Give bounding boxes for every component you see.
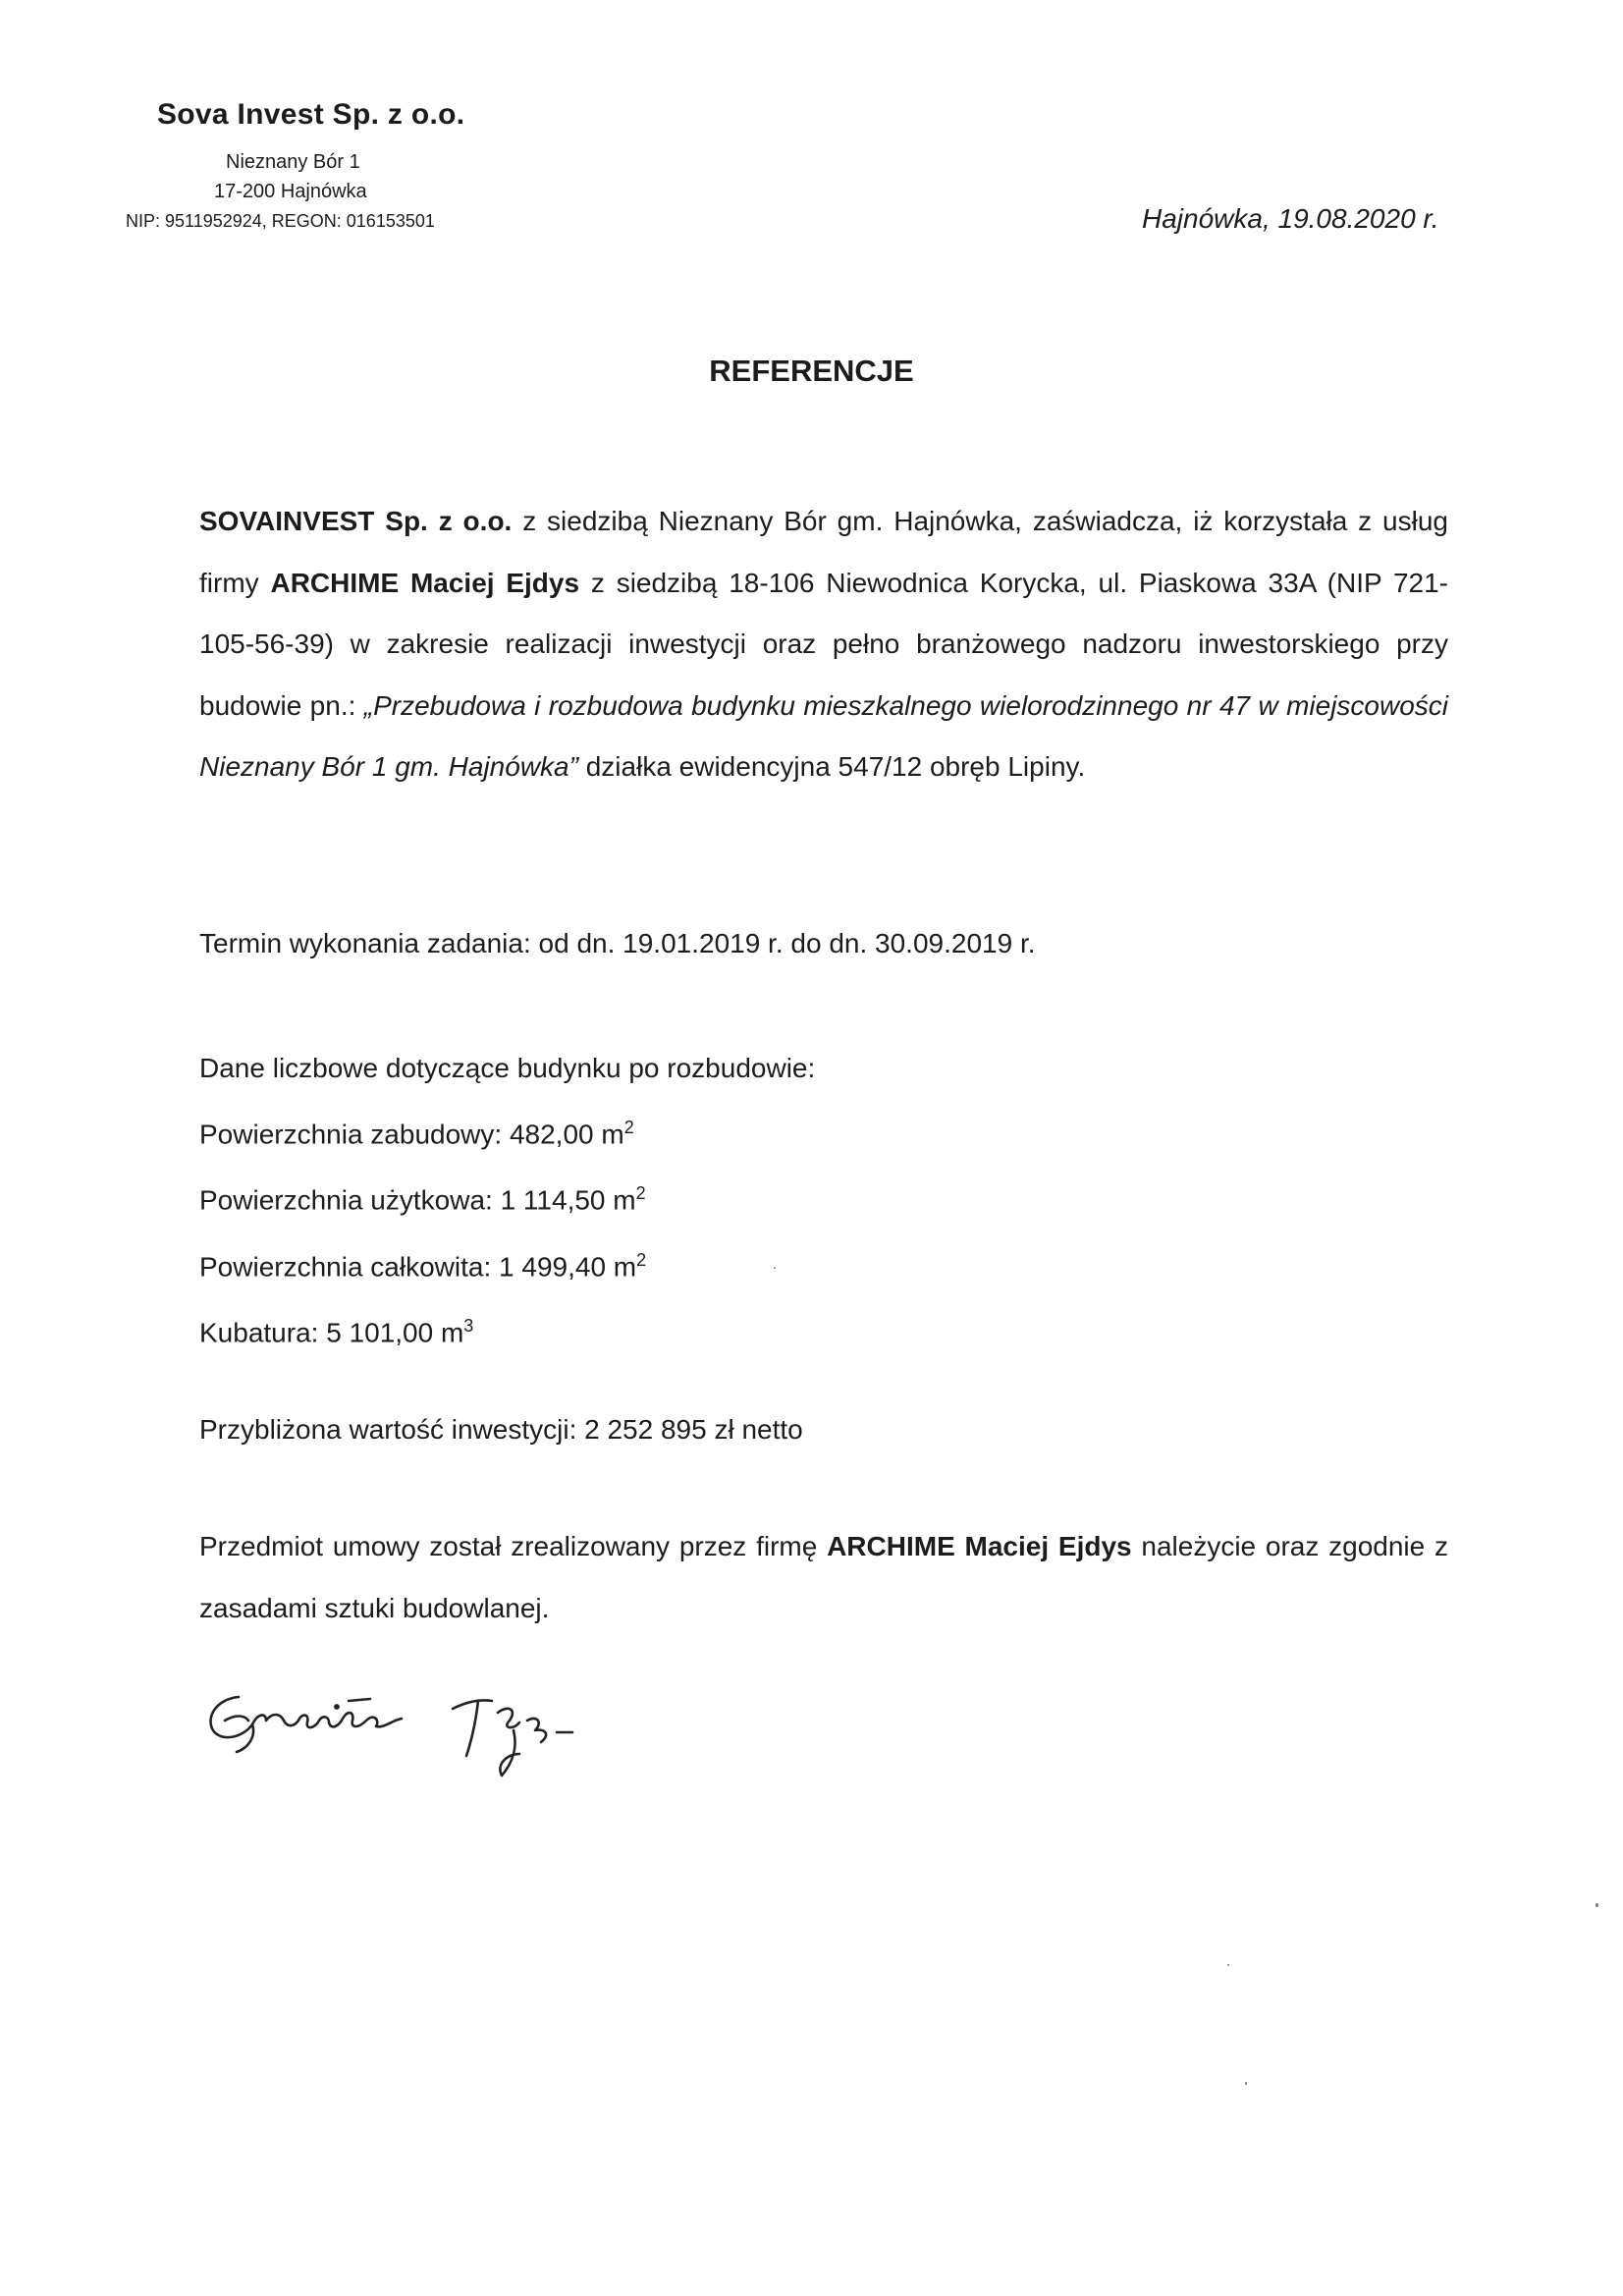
building-data-heading: Dane liczbowe dotyczące budynku po rozbudowie: (199, 1053, 816, 1083)
scan-speck (1596, 1903, 1598, 1907)
company-ids: NIP: 9511952924, REGON: 016153501 (126, 211, 435, 231)
intro-text-3: działka ewidencyjna 547/12 obręb Lipiny. (577, 751, 1086, 782)
handwritten-signature (201, 1669, 643, 1807)
building-data-item: Kubatura: 5 101,00 $m^3$ (199, 1315, 474, 1348)
closing-paragraph: Przedmiot umowy został zrealizowany przez firmę ARCHIME Maciej Ejdys należycie oraz zgodnie z zasadami sztuki budowlanej. (199, 1531, 1448, 1623)
building-data (199, 1038, 1448, 1362)
client-company: SOVAINVEST Sp. z o.o. (199, 506, 513, 536)
scan-speck (774, 1267, 776, 1269)
project-name: „Przebudowa i rozbudowa budynku mieszkalnego wielorodzinnego nr 47 w miejscowości Nieznany Bór 1 gm. Hajnówka” (199, 689, 1448, 782)
document-title: REFERENCJE (709, 354, 914, 388)
company-address-line2: 17-200 Hajnówka (214, 181, 367, 202)
intro-text-2: z siedzibą 18-106 Niewodnica Korycka, ul. Piaskowa 33A (NIP 721-105-56-39) w zakresie realizacji inwestycji oraz pełno branżowego nadzoru inwestorskiego przy budowie pn.: (199, 567, 1448, 721)
building-data-item: Powierzchnia użytkowa: 1 114,50 $m^2$ (199, 1183, 646, 1216)
scan-speck (1227, 1964, 1229, 1966)
company-name: Sova Invest Sp. z o.o. (157, 98, 465, 131)
building-data-item: Powierzchnia zabudowy: 482,00 $m^2$ (199, 1118, 634, 1150)
document-date: Hajnówka, 19.08.2020 r. (1142, 203, 1439, 234)
scan-speck (1245, 2082, 1247, 2085)
contractor-name: ARCHIME Maciej Ejdys (827, 1531, 1132, 1561)
contractor-name: ARCHIME Maciej Ejdys (270, 567, 580, 598)
task-term: Termin wykonania zadania: od dn. 19.01.2019 r. do dn. 30.09.2019 r. (199, 928, 1036, 958)
company-address-line1: Nieznany Bór 1 (226, 151, 360, 173)
building-data-item: Powierzchnia całkowita: 1 499,40 $m^2$ (199, 1249, 647, 1282)
investment-value: Przybliżona wartość inwestycji: 2 252 895 zł netto (199, 1414, 803, 1445)
intro-text-1: z siedzibą Nieznany Bór gm. Hajnówka, zaświadcza, iż korzystała z usług firmy (199, 506, 1448, 598)
intro-paragraph (199, 491, 1448, 798)
